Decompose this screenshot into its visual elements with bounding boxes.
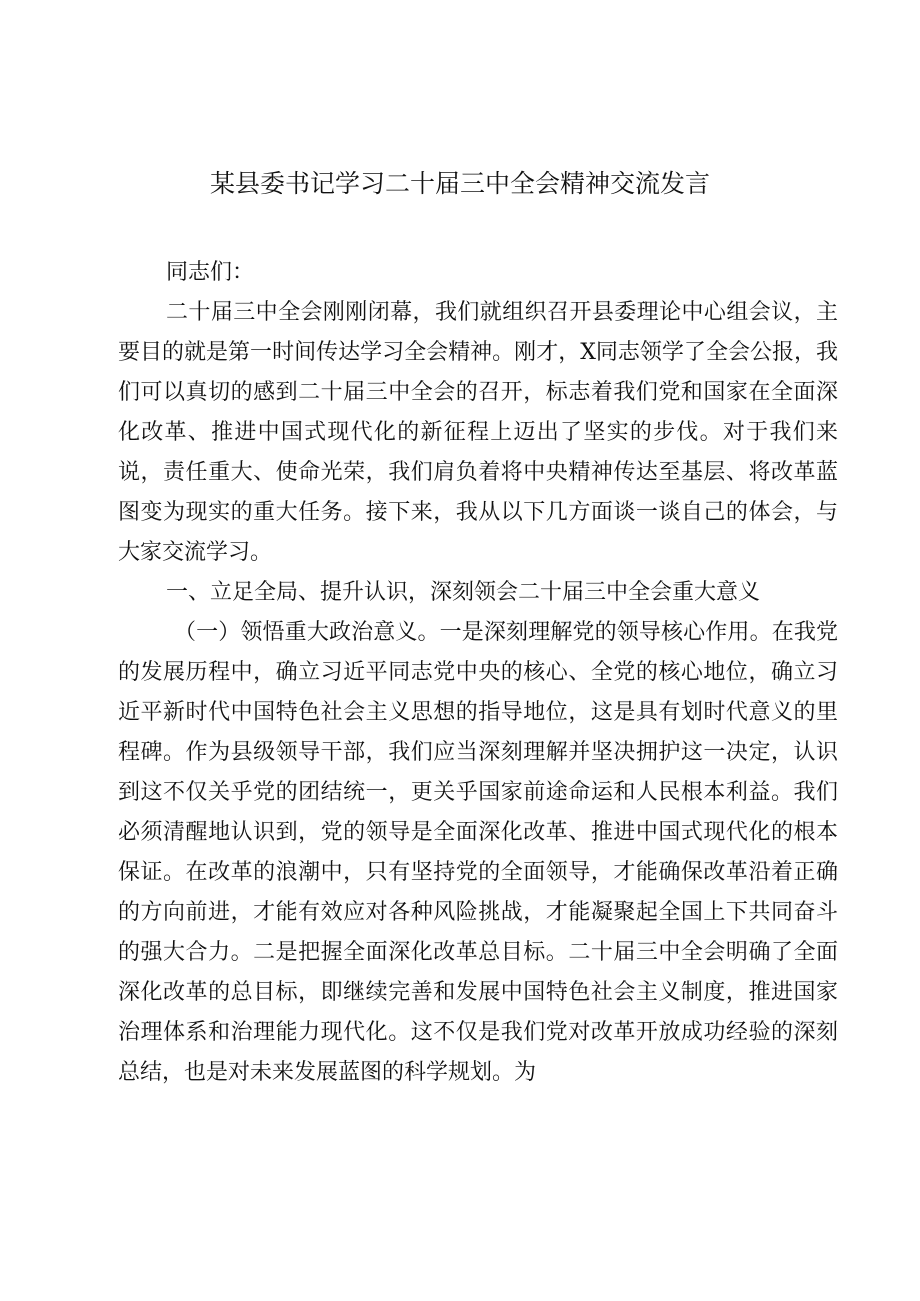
section-paragraph: （一）领悟重大政治意义。一是深刻理解党的领导核心作用。在我党的发展历程中，确立习近平同志党中央的核心、全党的核心地位，确立习近平新时代中国特色社会主义思想的指导地位，这是具有划时代意义的里程碑。作为县级领导干部，我们应当深刻理解并坚决拥护这一决定，认识到这不仅关乎党的团结统一，更关乎国家前途命运和人民根本利益。我们必须清醒地认识到，党的领导是全面深化改革、推进中国式现代化的根本保证。在改革的浪潮中，只有坚持党的全面领导，才能确保改革沿着正确的方向前进，才能有效应对各种风险挑战，才能凝聚起全国上下共同奋斗的强大合力。二是把握全面深化改革总目标。二十届三中全会明确了全面深化改革的总目标，即继续完善和发展中国特色社会主义制度，推进国家治理体系和治理能力现代化。这不仅是我们党对改革开放成功经验的深刻总结，也是对未来发展蓝图的科学规划。为 xyxy=(118,620,838,1085)
document-body xyxy=(118,253,838,1093)
intro-paragraph: 二十届三中全会刚刚闭幕，我们就组织召开县委理论中心组会议，主要目的就是第一时间传达学习全会精神。刚才，X同志领学了全会公报，我们可以真切的感到二十届三中全会的召开，标志着我们党和国家在全面深化改革、推进中国式现代化的新征程上迈出了坚实的步伐。对于我们来说，责任重大、使命光荣，我们肩负着将中央精神传达至基层、将改革蓝图变为现实的重大任务。接下来，我从以下几方面谈一谈自己的体会，与大家交流学习。 xyxy=(118,300,838,565)
section-heading: 一、立足全局、提升认识，深刻领会二十届三中全会重大意义 xyxy=(166,580,761,605)
document-title: 某县委书记学习二十届三中全会精神交流发言 xyxy=(209,169,710,198)
salutation: 同志们： xyxy=(166,260,255,285)
